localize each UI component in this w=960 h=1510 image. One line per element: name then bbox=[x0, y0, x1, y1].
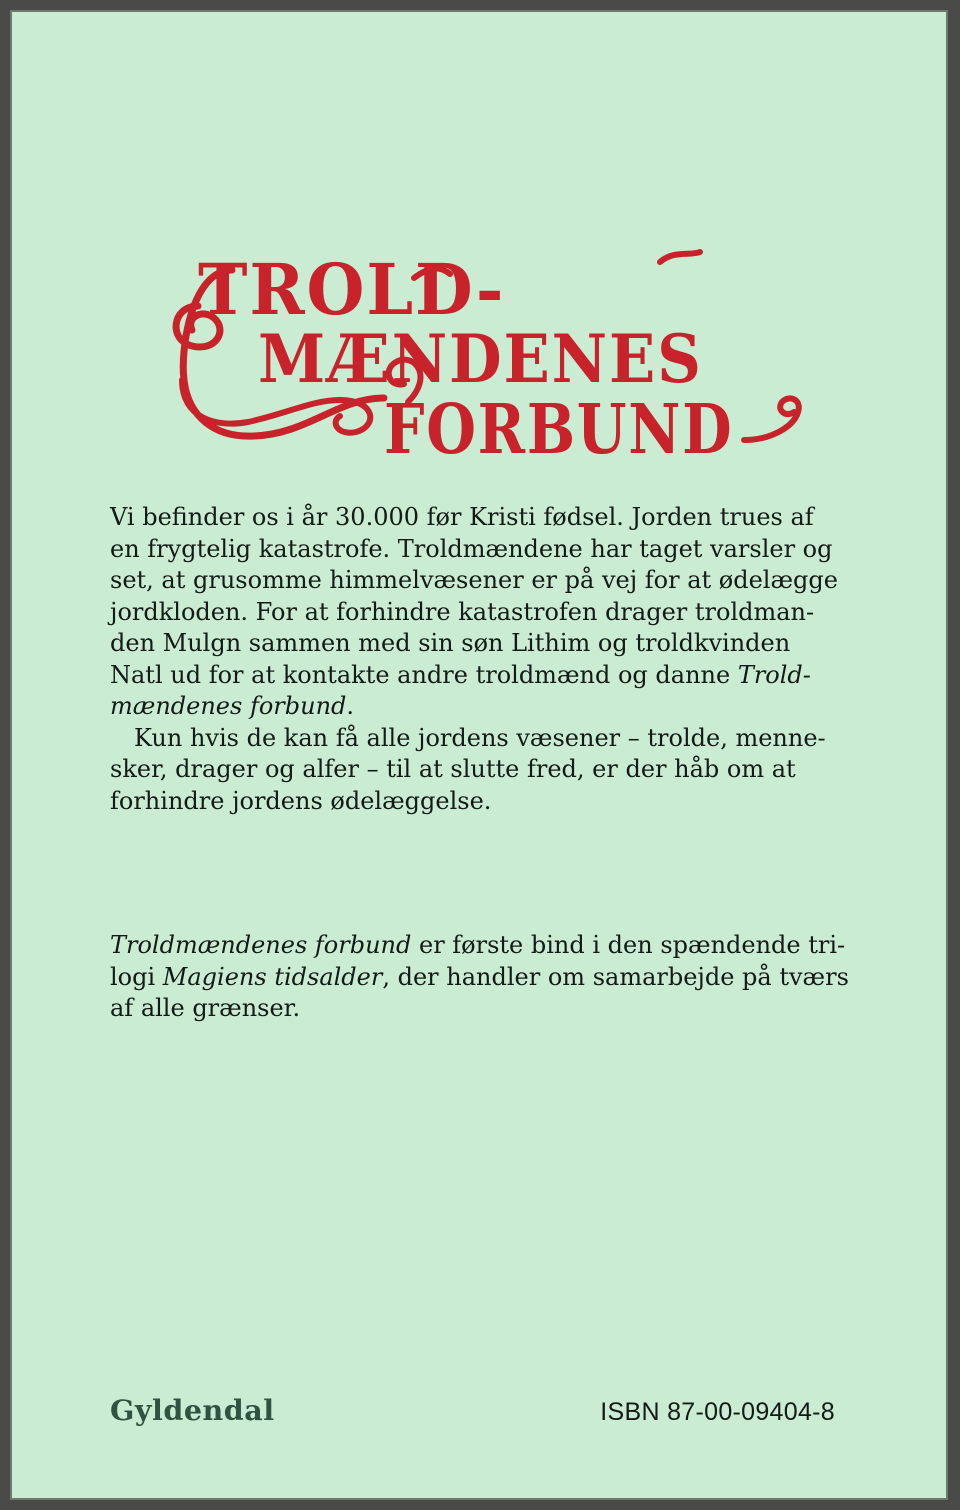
title-line-3: FORBUND bbox=[384, 390, 734, 470]
book-title-italic: Troldmændenes forbund bbox=[110, 931, 412, 959]
description-paragraph-1 bbox=[110, 502, 838, 723]
series-note-line bbox=[110, 962, 849, 994]
description-line: Vi befinder os i år 30.000 før Kristi fødsel. Jorden trues af bbox=[110, 503, 814, 531]
series-note bbox=[110, 930, 849, 1025]
description-line bbox=[110, 691, 834, 723]
description-text: . bbox=[346, 692, 355, 720]
description-line: sker, drager og alfer – til at slutte fred, er der håb om at bbox=[110, 755, 796, 783]
publisher-logo: Gyldendal bbox=[110, 1394, 275, 1427]
series-note-text: , der handler om samarbejde på tværs bbox=[382, 962, 849, 991]
series-note-line: af alle grænser. bbox=[110, 994, 301, 1022]
book-title-italic: Trold- bbox=[737, 660, 811, 689]
series-note-line bbox=[110, 930, 846, 962]
book-description bbox=[110, 502, 838, 817]
series-note-text: er første bind i den spændende tri- bbox=[411, 931, 846, 959]
description-line bbox=[110, 660, 834, 692]
description-line: jordkloden. For at forhindre katastrofen drager troldman- bbox=[110, 597, 815, 626]
description-paragraph-2 bbox=[110, 723, 834, 818]
description-line: set, at grusomme himmelvæsener er på vej for at ødelægge bbox=[110, 566, 838, 594]
isbn-number: ISBN 87-00-09404-8 bbox=[600, 1398, 835, 1426]
description-line: den Mulgn sammen med sin søn Lithim og troldkvinden bbox=[110, 629, 791, 657]
series-title-italic: Magiens tidsalder bbox=[162, 962, 383, 991]
series-note-text: logi bbox=[110, 962, 163, 991]
title-line-1: TROLD- bbox=[198, 248, 506, 331]
description-line: Kun hvis de kan få alle jordens væsener – trolde, menne- bbox=[134, 723, 826, 752]
description-line: forhindre jordens ødelæggelse. bbox=[110, 786, 492, 815]
description-line: en frygtelig katastrofe. Troldmændene har taget varsler og bbox=[110, 534, 833, 563]
title-line-2: MÆNDENES bbox=[258, 320, 703, 398]
book-title-art bbox=[162, 222, 802, 470]
book-back-cover bbox=[10, 10, 948, 1500]
description-text: Natl ud for at kontakte andre troldmænd og danne bbox=[110, 660, 738, 689]
book-title-italic: mændenes forbund bbox=[110, 692, 347, 720]
